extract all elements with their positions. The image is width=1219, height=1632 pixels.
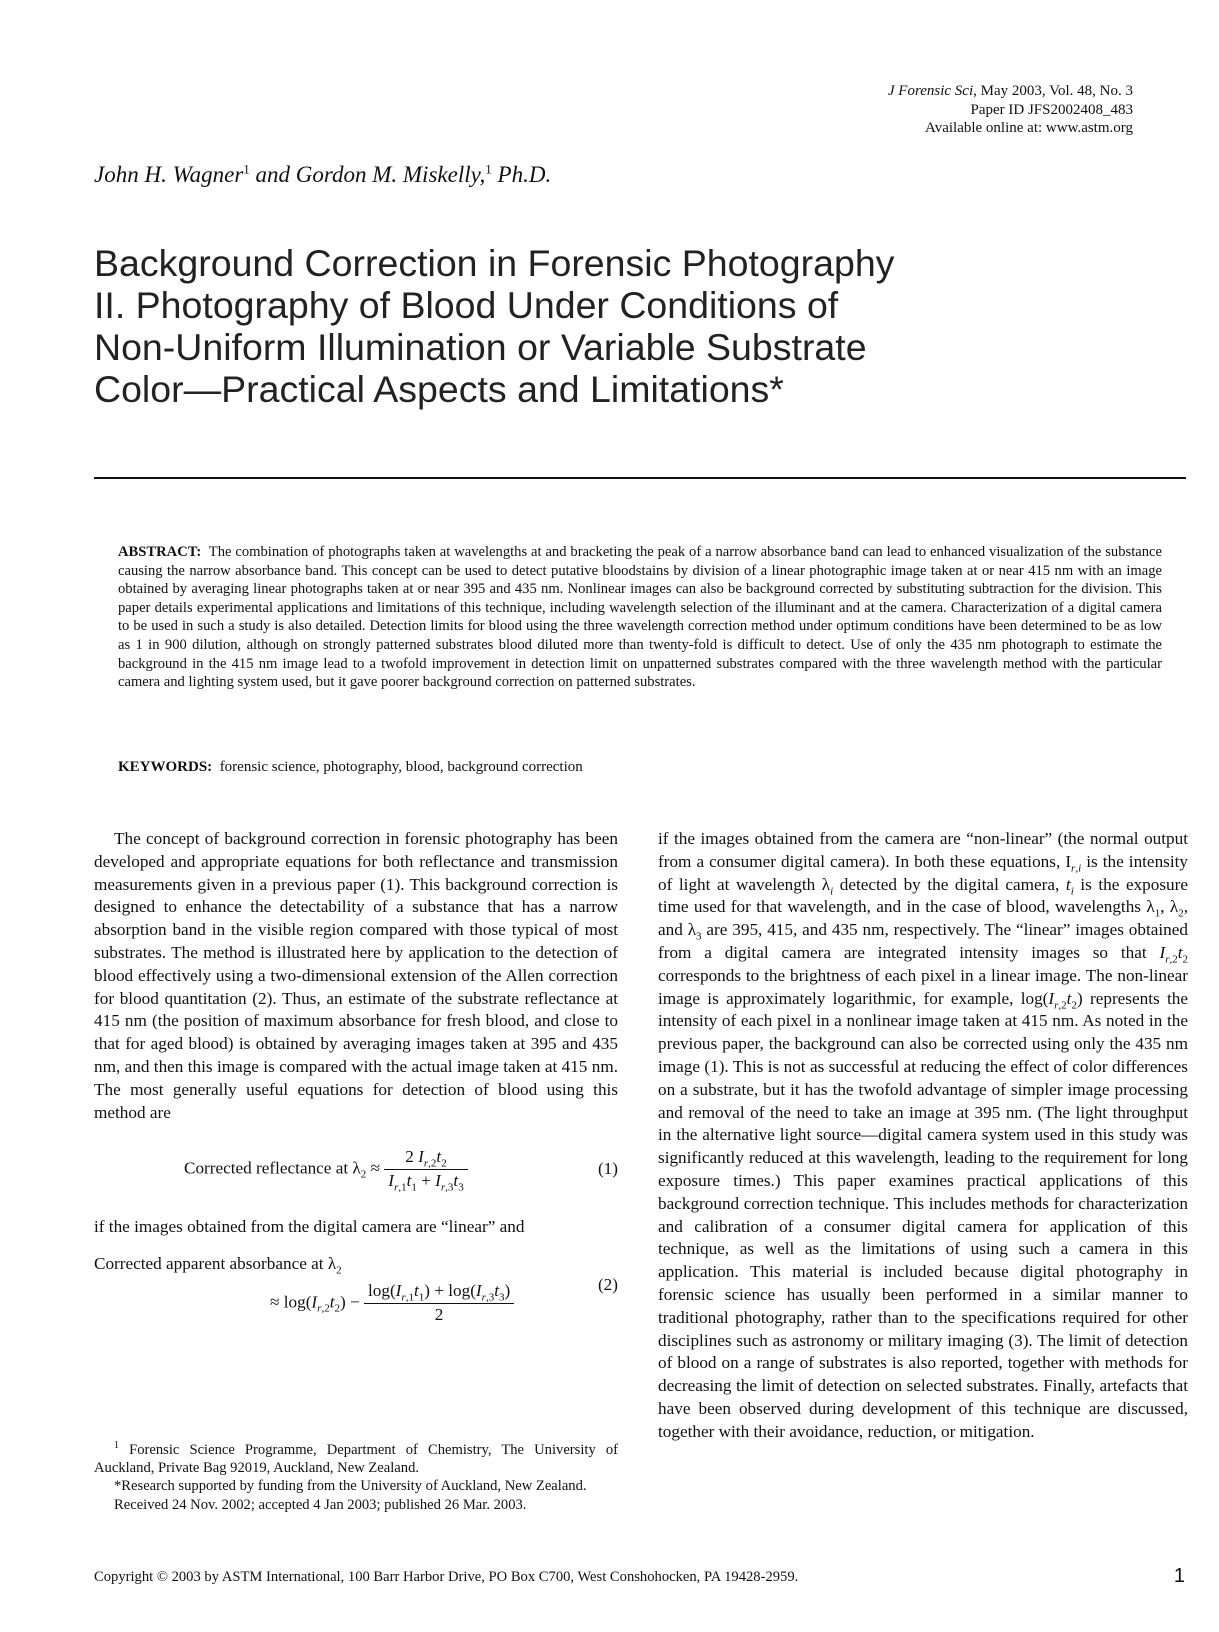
title-divider <box>94 477 1186 479</box>
copyright-line: Copyright © 2003 by ASTM International, 100 Barr Harbor Drive, PO Box C700, West Conshohocken, PA 19428-2959. <box>94 1569 799 1585</box>
keywords-text: forensic science, photography, blood, background correction <box>219 759 583 775</box>
authors: John H. Wagner$^1$ and Gordon M. Miskelly,$^1$ Ph.D. <box>94 161 552 187</box>
left-column <box>94 828 618 1336</box>
page-number: 1 <box>1173 1565 1185 1587</box>
linear-condition: if the images obtained from the digital camera are “linear” and <box>94 1217 525 1237</box>
right-paragraph: if the images obtained from the camera are “non-linear” (the normal output from a consumer digital camera). In both these equations, $I_{r,i}$ is the intensity of light at wavelength $\lambda_i$ detected by the digital camera, $t_i$ is the exposure time used for that wavelength, and in the case of blood, wavelengths $\lambda_1$, $\lambda_2$, and $\lambda_3$ are 395, 415, and 435 nm, respectively. The “linear” images obtained from a digital camera are integrated intensity images so that $I_{r,2}t_2$ corresponds to the brightness of each pixel in a linear image. The non-linear image is approximately logarithmic, for example, $\log(I_{r,2}t_2)$ represents the intensity of each pixel in a nonlinear image taken at 415 nm. As noted in the previous paper, the background can also be corrected using only the 435 nm image (1). This is not as successful at reducing the effect of color differences on a substrate, but it has the twofold advantage of simpler image processing and removal of the need to take an image at 395 nm. (The light throughput in the alternative light source—digital camera system used in this study was significantly reduced at this wavelength, leading to the requirement for long exposure times.) This paper examines practical applications of this background correction technique. This includes methods for characterization and calibration of a consumer digital camera for application of this technique, as well as the limitations of using such a camera in this application. This material is included because digital photography in forensic science has usually been performed in a similar manner to traditional photography, rather than to the specifications required for other disciplines such as astronomy or military imaging (3). The limit of detection of blood on a range of substrates is also reported, together with methods for decreasing the limit of detection on selected substrates. Finally, artefacts that have been observed during development of this technique are discussed, together with their avoidance, reduction, or mitigation. <box>658 829 1188 1441</box>
title-line: II. Photography of Blood Under Conditions of <box>94 284 839 326</box>
title-line: Color—Practical Aspects and Limitations* <box>94 368 784 410</box>
keywords-label: KEYWORDS: <box>118 759 213 775</box>
equation-2-label: Corrected apparent absorbance at $\lambda_2$ <box>94 1254 342 1277</box>
journal-citation: J Forensic Sci, May 2003, Vol. 48, No. 3 <box>887 83 1133 99</box>
equation-2: ≈ $\log(I_{r,2}t_2)$ − $\frac{\log(I_{r,1}t_1) + \log(I_{r,3}t_3)}{2}$ (2) <box>94 1280 618 1336</box>
journal-header <box>888 82 1133 138</box>
intro-paragraph: The concept of background correction in forensic photography has been developed and appropriate equations for both reflectance and transmission measurements given in a previous paper (1). This background correction is designed to enhance the detectability of a substance that has a narrow absorption band in the visible region compared with those typical of most substrates. The method is illustrated here by application to the detection of blood effectively using a two-dimensional extension of the Allen correction for blood quantitation (2). Thus, an estimate of the substrate reflectance at 415 nm (the position of maximum absorbance for fresh blood, and close to that for aged blood) is obtained by averaging images taken at 395 and 435 nm, and then this image is compared with the actual image taken at 415 nm. The most generally useful equations for detection of blood using this method are <box>94 829 618 1122</box>
available-online: Available online at: www.astm.org <box>924 120 1133 136</box>
footnote-affiliation: $^1$ Forensic Science Programme, Department of Chemistry, The University of Auckland, Private Bag 92019, Auckland, New Zealand. <box>94 1440 618 1477</box>
footnote-funding: *Research supported by funding from the University of Auckland, New Zealand. <box>114 1478 587 1495</box>
title-line: Background Correction in Forensic Photography <box>94 242 895 284</box>
paper-title <box>94 242 994 410</box>
keywords <box>118 759 583 776</box>
title-line: Non-Uniform Illumination or Variable Substrate <box>94 326 867 368</box>
paper-id: Paper ID JFS2002408_483 <box>970 101 1133 118</box>
equation-1-fraction: $\frac{2 I_{r,2}t_2}{I_{r,1}t_1 + I_{r,3}t_3}$ <box>384 1146 467 1193</box>
footnotes <box>94 1437 618 1514</box>
right-column <box>658 828 1188 1444</box>
equation-2-fraction: $\frac{\log(I_{r,1}t_1) + \log(I_{r,3}t_3)}{2}$ <box>364 1280 514 1327</box>
abstract-text: The combination of photographs taken at wavelengths at and bracketing the peak of a narrow absorbance band can lead to enhanced visualization of the substance causing the narrow absorbance band. This concept can be used to detect putative bloodstains by division of a linear photographic image taken at or near 415 nm with an image obtained by averaging linear photographs taken at or near 395 and 435 nm. Nonlinear images can also be background corrected by substituting subtraction for the division. This paper details experimental applications and limitations of this technique, including wavelength selection of the illuminant and at the camera. Characterization of a digital camera to be used in such a study is also detailed. Detection limits for blood using the three wavelength correction method under optimum conditions have been determined to be as low as 1 in 900 dilution, although on strongly patterned substrates blood diluted more than twenty-fold is difficult to detect. Use of only the 435 nm photograph to estimate the background in the 415 nm image lead to a twofold improvement in detection limit on unpatterned substrates compared with the three wavelength method with the particular camera and lighting system used, but it gave poorer background correction on patterned substrates. <box>118 544 1162 691</box>
abstract <box>118 543 1162 692</box>
equation-1: Corrected reflectance at $\lambda_2$ ≈ $\frac{2 I_{r,2}t_2}{I_{r,1}t_1 + I_{r,3}t_3}$ (1) <box>184 1147 618 1194</box>
abstract-label: ABSTRACT: <box>118 544 202 560</box>
equation-1-number: (1) <box>597 1159 618 1179</box>
equation-2-number: (2) <box>597 1274 618 1294</box>
footnote-received: Received 24 Nov. 2002; accepted 4 Jan 2003; published 26 Mar. 2003. <box>114 1496 527 1513</box>
